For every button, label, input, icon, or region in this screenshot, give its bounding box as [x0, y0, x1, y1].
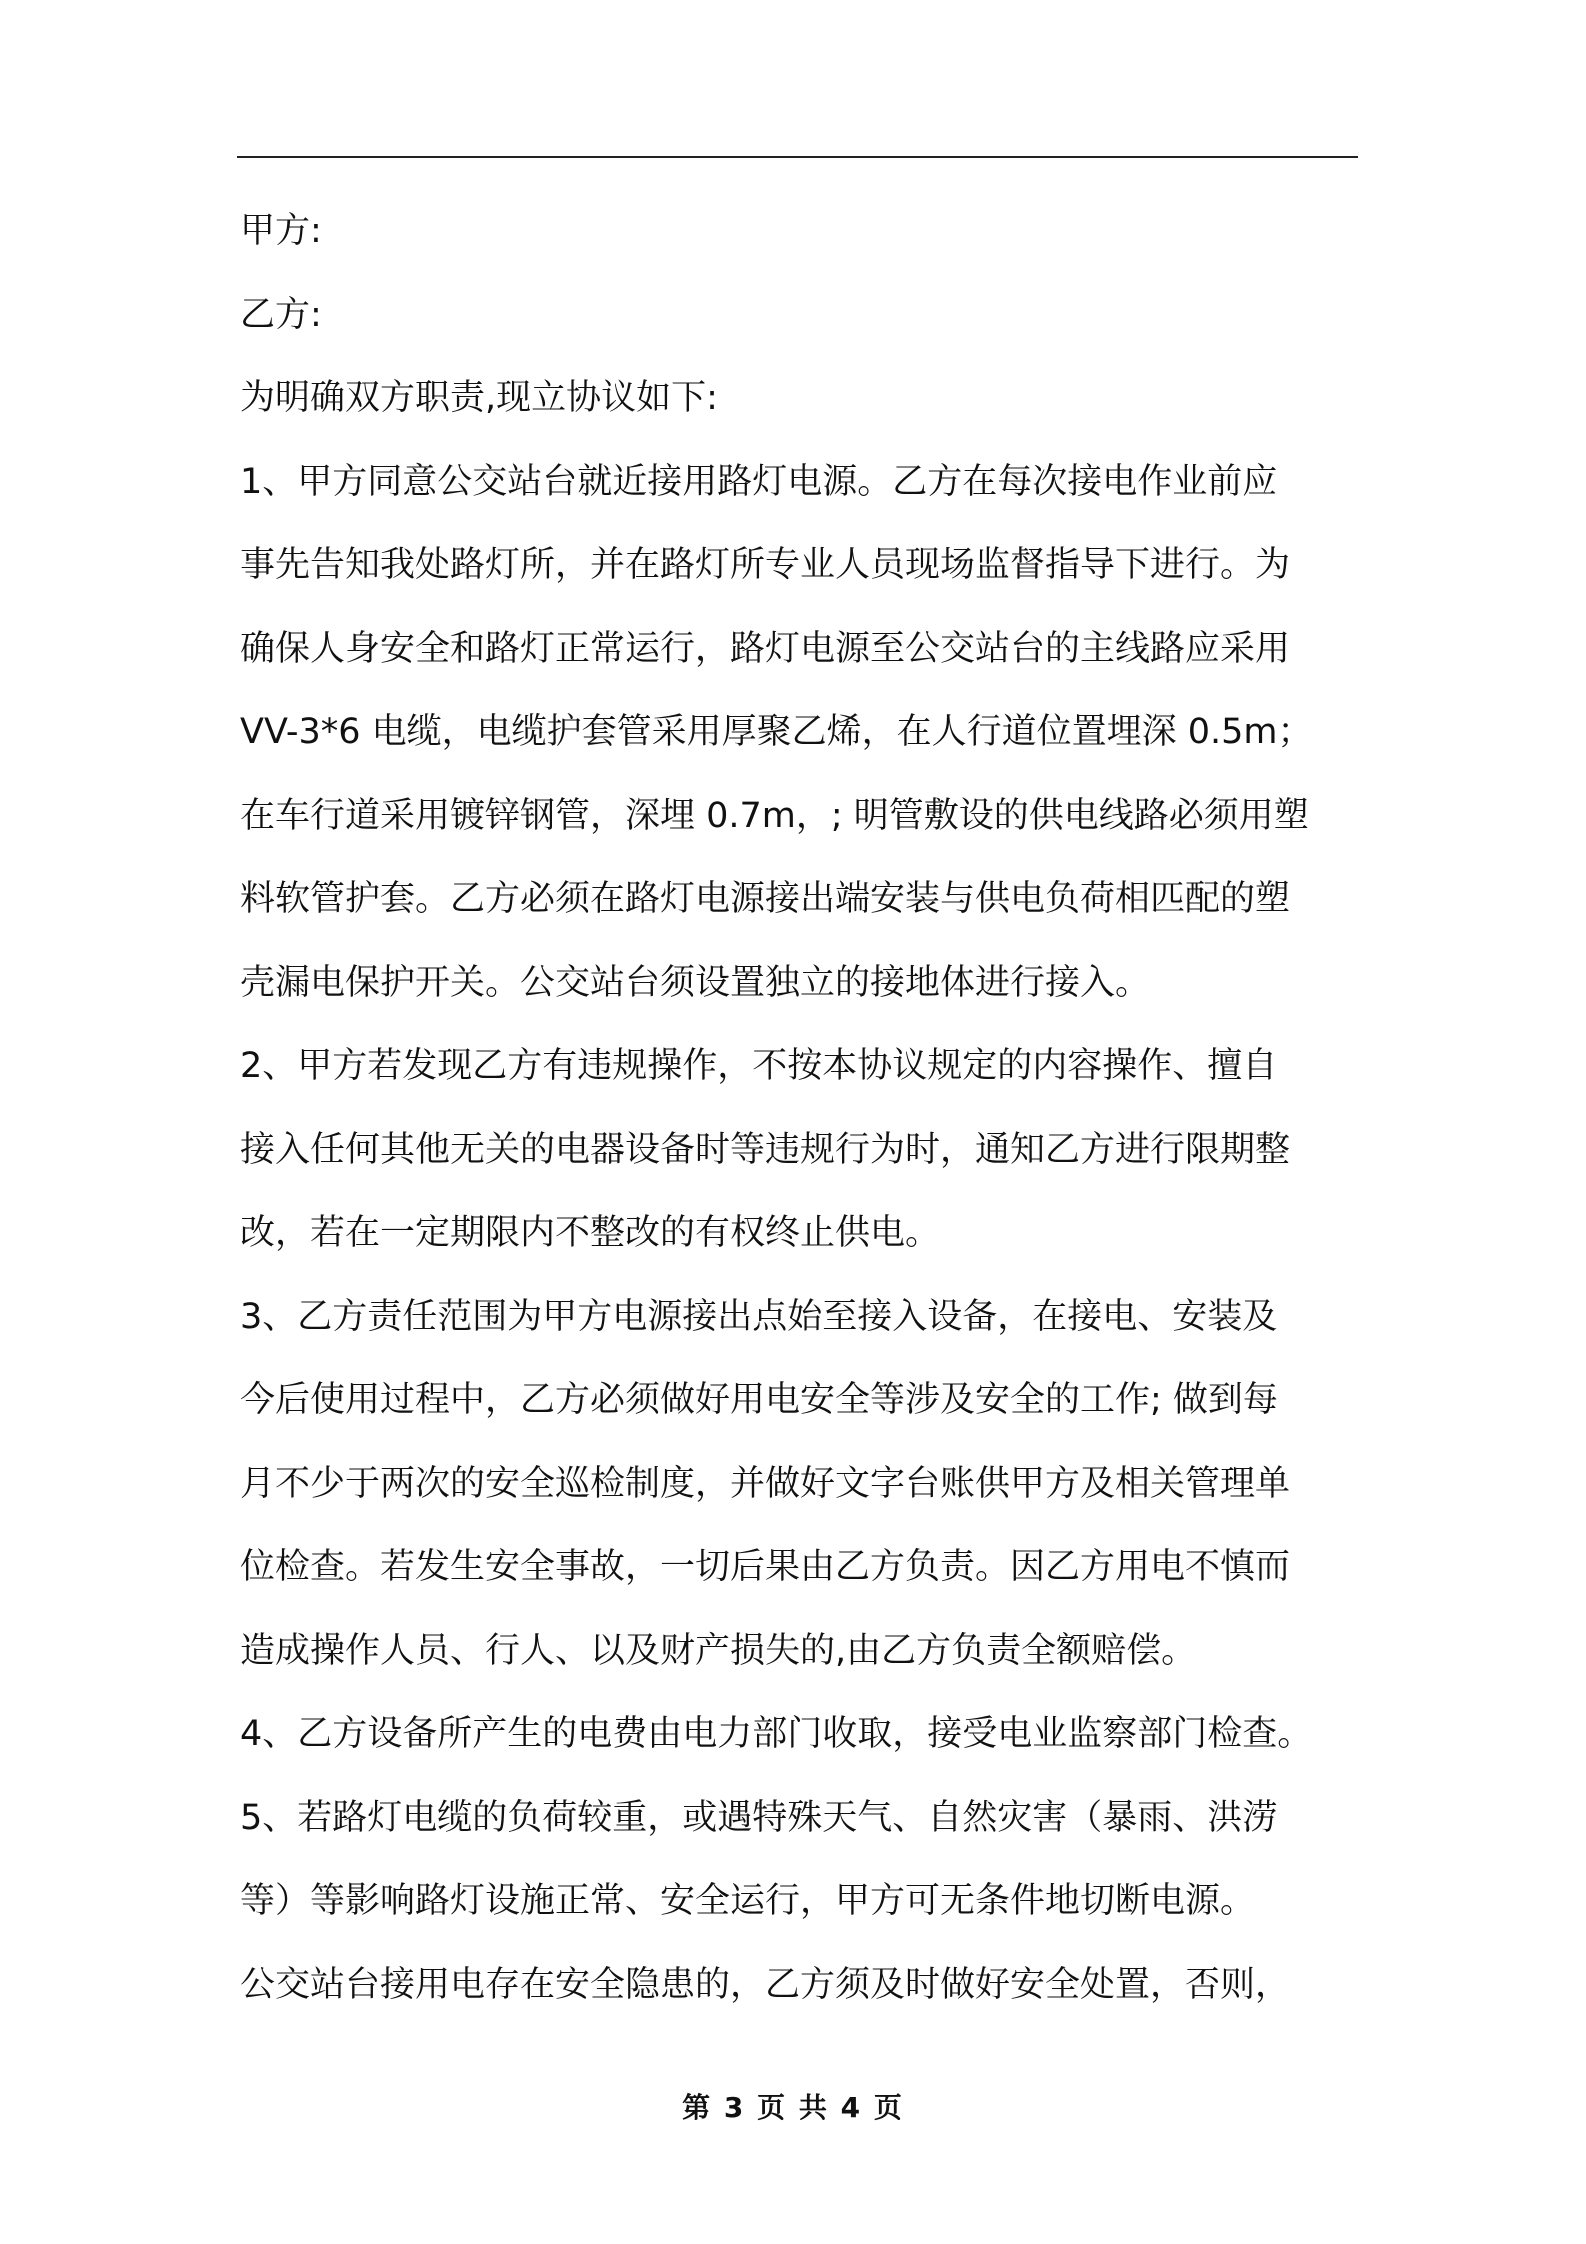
clause-1-line: 在车行道采用镀锌钢管，深埋 0.7m，; 明管敷设的供电线路必须用塑	[240, 795, 1309, 836]
clause-2-line: 接入任何其他无关的电器设备时等违规行为时，通知乙方进行限期整	[240, 1129, 1291, 1170]
clause-1-line: 事先告知我处路灯所，并在路灯所专业人员现场监督指导下进行。为	[240, 545, 1291, 585]
clause-1-line: 确保人身安全和路灯正常运行，路灯电源至公交站台的主线路应采用	[240, 628, 1291, 669]
clause-1-line: VV-3*6 电缆，电缆护套管采用厚聚乙烯，在人行道位置埋深 0.5m；	[240, 712, 1313, 752]
clause-3-line: 位检查。若发生安全事故，一切后果由乙方负责。因乙方用电不慎而	[240, 1547, 1291, 1587]
header-rule	[237, 156, 1358, 158]
clause-3-line: 月不少于两次的安全巡检制度，并做好文字台账供甲方及相关管理单	[240, 1463, 1291, 1504]
preamble-line: 为明确双方职责,现立协议如下:	[240, 378, 718, 418]
clause-5-line: 等）等影响路灯设施正常、安全运行，甲方可无条件地切断电源。	[240, 1881, 1256, 1921]
party-b-line: 乙方:	[240, 294, 322, 335]
page-number: 第 3 页 共 4 页	[682, 2091, 904, 2124]
clause-3-line: 今后使用过程中，乙方必须做好用电安全等涉及安全的工作; 做到每	[240, 1380, 1278, 1420]
clause-4-line: 4、乙方设备所产生的电费由电力部门收取，接受电业监察部门检查。	[240, 1714, 1313, 1754]
clause-1-line: 1、甲方同意公交站台就近接用路灯电源。乙方在每次接电作业前应	[240, 461, 1278, 502]
clause-5-line: 5、若路灯电缆的负荷较重，或遇特殊天气、自然灾害（暴雨、洪涝	[240, 1797, 1278, 1838]
party-a-line: 甲方:	[240, 211, 322, 251]
clause-3-line: 造成操作人员、行人、以及财产损失的,由乙方负责全额赔偿。	[240, 1630, 1197, 1671]
document-body	[240, 190, 1358, 2027]
clause-3-line: 3、乙方责任范围为甲方电源接出点始至接入设备，在接电、安装及	[240, 1296, 1278, 1337]
clause-1-line: 壳漏电保护开关。公交站台须设置独立的接地体进行接入。	[240, 962, 1151, 1003]
clause-2-line: 改，若在一定期限内不整改的有权终止供电。	[240, 1213, 941, 1253]
clause-5-line: 公交站台接用电存在安全隐患的，乙方须及时做好安全处置，否则，	[240, 1964, 1291, 2005]
clause-2-line: 2、甲方若发现乙方有违规操作，不按本协议规定的内容操作、擅自	[240, 1046, 1278, 1086]
clause-1-line: 料软管护套。乙方必须在路灯电源接出端安装与供电负荷相匹配的塑	[240, 879, 1291, 919]
